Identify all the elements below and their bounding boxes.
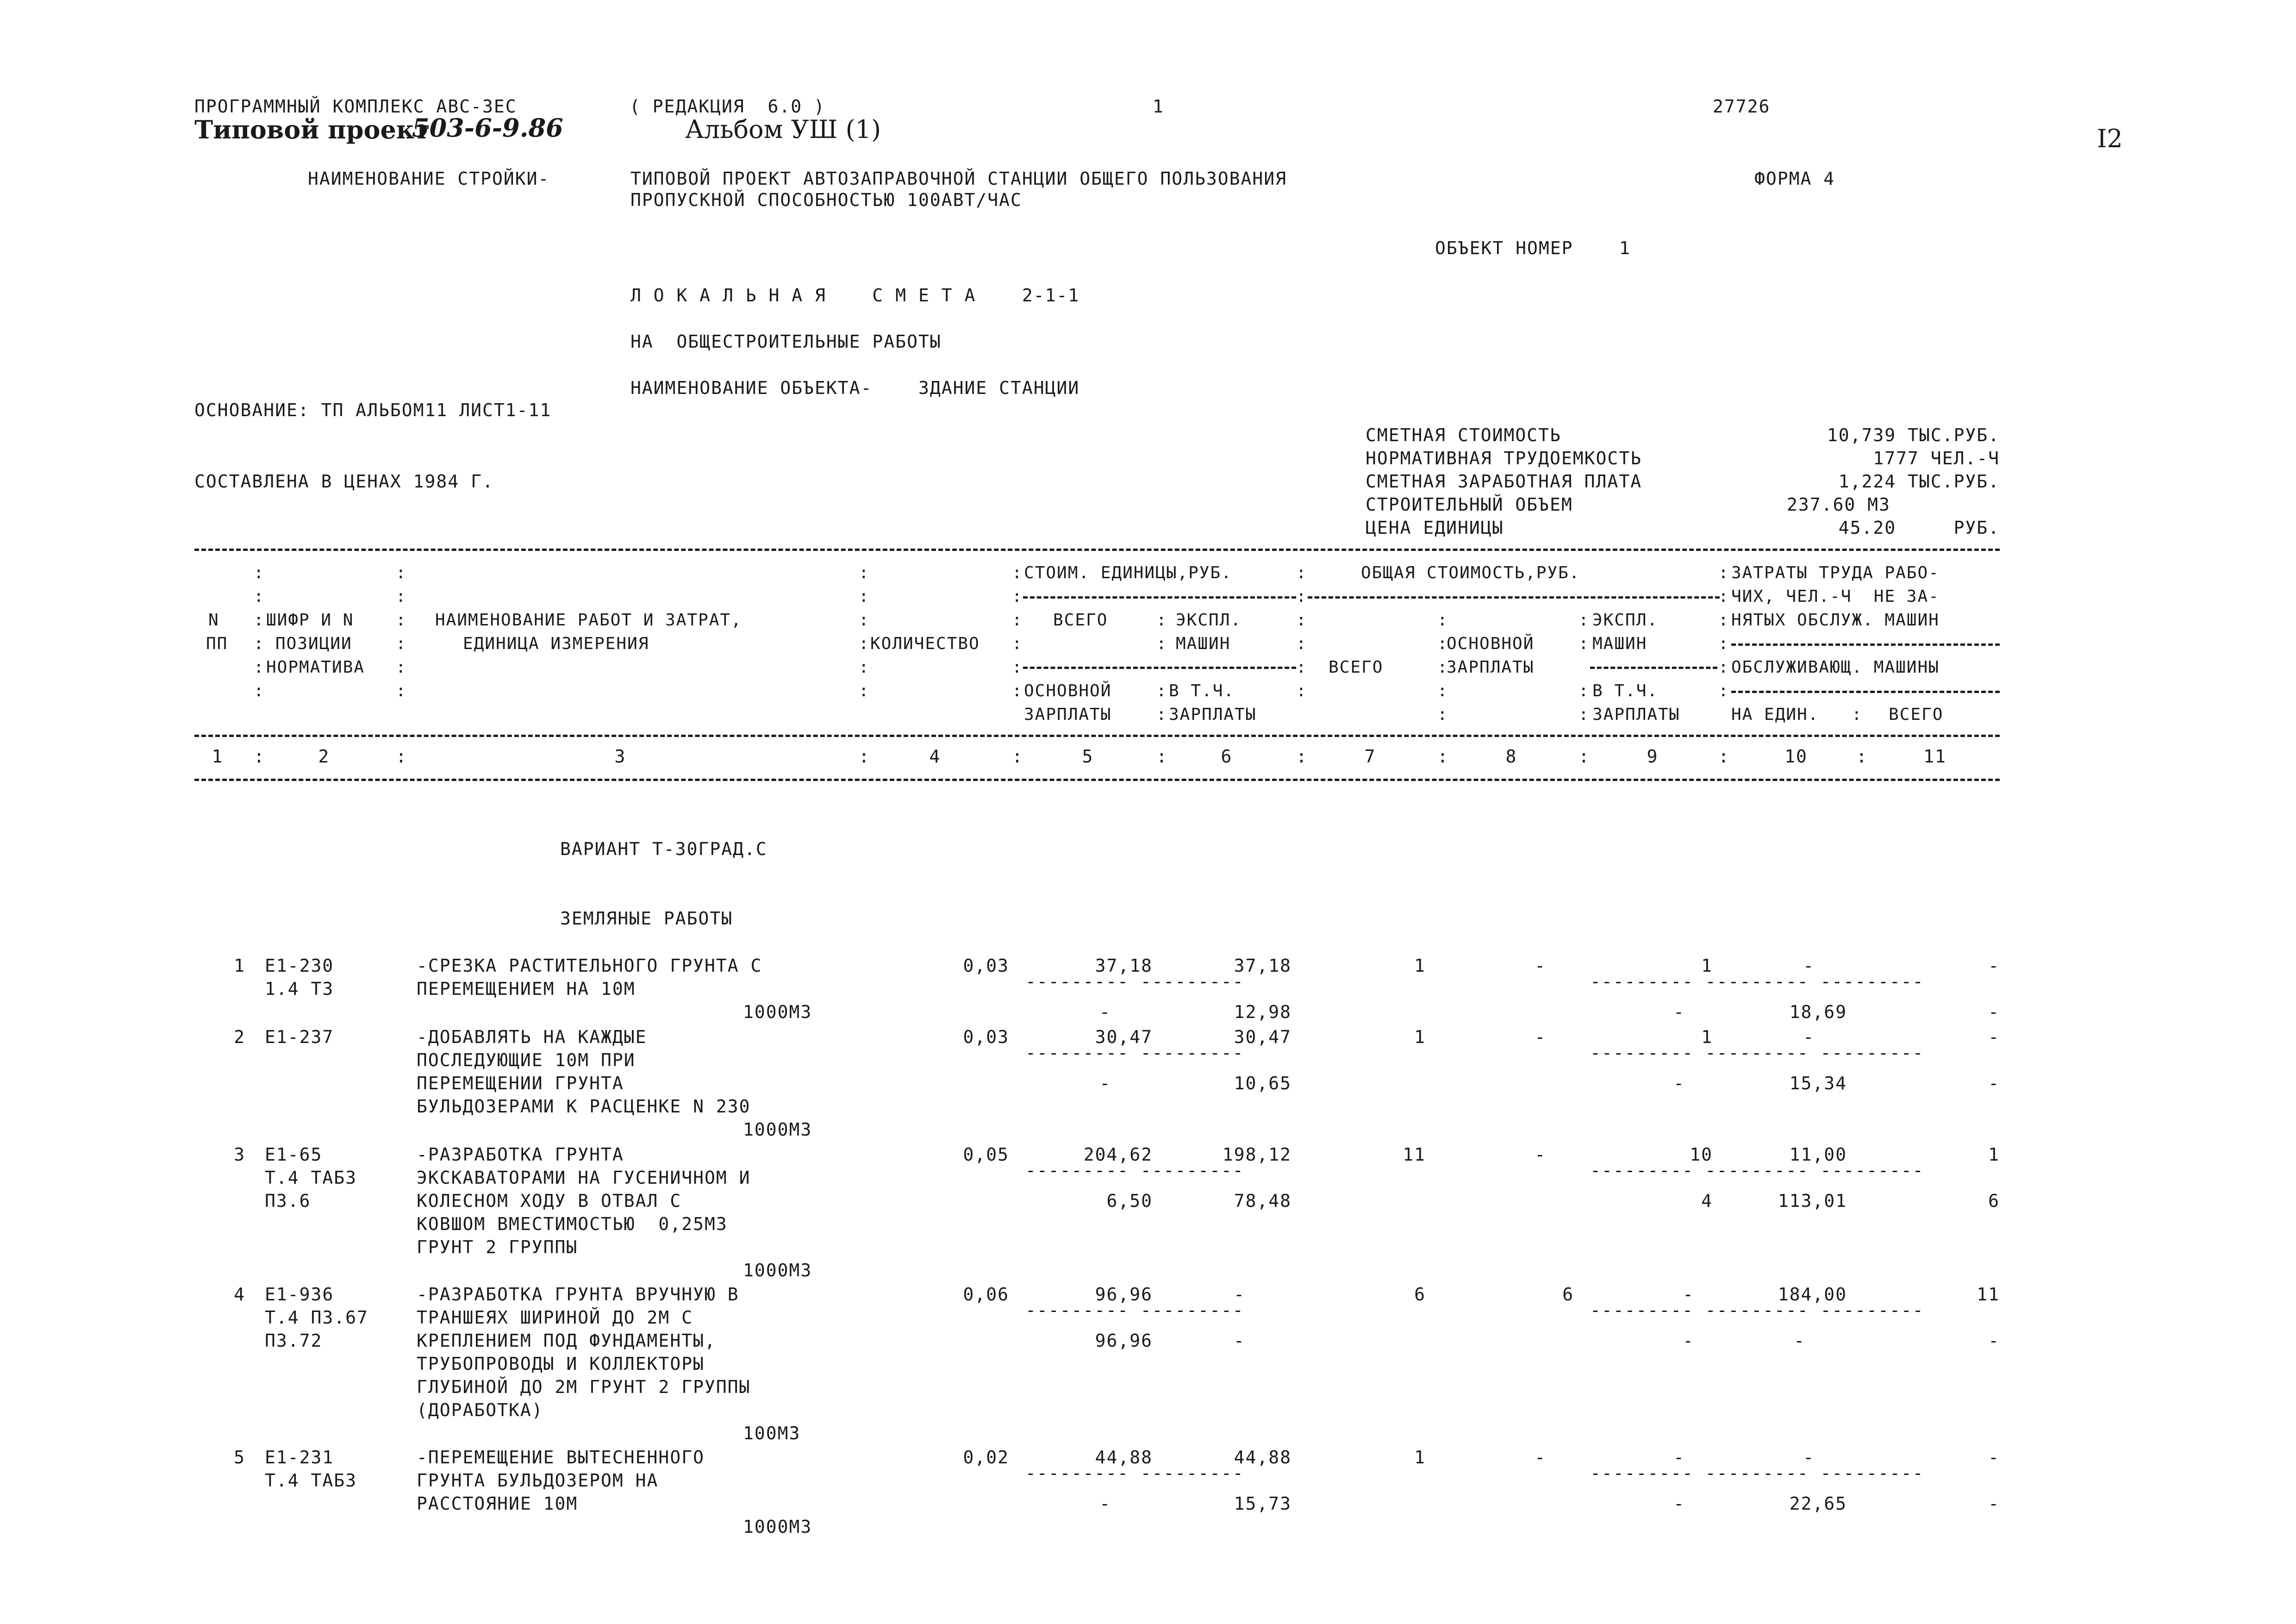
form-label: ФОРМА 4 — [1754, 169, 1835, 189]
col5-header: ВСЕГО — [1053, 611, 1108, 630]
column-number-separators: : — [1156, 746, 1168, 767]
row-subline: --------- --------- — [1025, 971, 1244, 992]
row-code: Т.4 ТАБ3 — [265, 1470, 357, 1491]
row-name: -СРЕЗКА РАСТИТЕЛЬНОГО ГРУНТА С — [417, 956, 762, 976]
row-unit-wages: 96,96 — [1095, 1330, 1153, 1351]
col9-sub-header: В Т.Ч. — [1592, 681, 1659, 700]
row-total-wages: - — [1535, 1144, 1546, 1165]
row-name: ТРАНШЕЯХ ШИРИНОЙ ДО 2М С — [417, 1307, 693, 1328]
labor-service-header: ОБСЛУЖИВАЮЩ. МАШИНЫ — [1731, 658, 1940, 677]
row-quantity: 0,05 — [963, 1144, 1009, 1165]
sheet-number: I2 — [2097, 124, 2123, 153]
header-rule — [1308, 596, 1720, 599]
row-number: 4 — [234, 1284, 245, 1305]
header-separators: : : : : : — [1437, 611, 1448, 724]
row-unit-machines: 44,88 — [1234, 1447, 1292, 1468]
row-unit-machine-wages: 12,98 — [1234, 1002, 1292, 1022]
row-subline: --------- --------- — [1025, 1463, 1244, 1483]
row-labor-unit: 11,00 — [1789, 1144, 1847, 1165]
row-service-total: - — [1988, 1073, 2000, 1093]
row-unit-wages: - — [1099, 1073, 1111, 1093]
column-number: 4 — [929, 746, 941, 767]
row-unit: 1000М3 — [743, 1260, 812, 1280]
summary-value: 1,224 ТЫС.РУБ. — [1838, 471, 2000, 492]
col-n-header: N — [208, 611, 219, 630]
row-name: БУЛЬДОЗЕРАМИ К РАСЦЕНКЕ N 230 — [417, 1096, 751, 1117]
row-code: Е1-237 — [265, 1027, 334, 1047]
col-n-header: ПП — [206, 634, 228, 653]
variant-title: ВАРИАНТ Т-30ГРАД.С — [560, 839, 767, 859]
row-code: Т.4 П3.67 — [265, 1307, 368, 1328]
summary-label: СТРОИТЕЛЬНЫЙ ОБЪЕМ — [1366, 494, 1573, 515]
labor-header: ЧИХ, ЧЕЛ.-Ч НЕ ЗА- — [1731, 587, 1940, 606]
col11-header: ВСЕГО — [1889, 705, 1944, 724]
row-name: -РАЗРАБОТКА ГРУНТА — [417, 1144, 624, 1165]
row-unit-machine-wages: 10,65 — [1234, 1073, 1292, 1093]
row-unit-total: 96,96 — [1095, 1284, 1153, 1305]
row-number: 3 — [234, 1144, 245, 1165]
row-labor-unit: 184,00 — [1778, 1284, 1847, 1305]
row-total-machines: 1 — [1701, 956, 1713, 976]
row-subline: --------- --------- --------- — [1590, 971, 1924, 992]
row-subline: --------- --------- --------- — [1590, 1160, 1924, 1181]
row-total: 1 — [1414, 1027, 1426, 1047]
col-code-header: НОРМАТИВА — [266, 658, 365, 677]
row-total: 1 — [1414, 1447, 1426, 1468]
row-subline: --------- --------- — [1025, 1300, 1244, 1320]
row-service-total: - — [1988, 1002, 2000, 1022]
row-labor-unit: - — [1803, 1027, 1815, 1047]
column-number: 7 — [1364, 746, 1376, 767]
row-code: Е1-230 — [265, 956, 334, 976]
row-name: ГРУНТА БУЛЬДОЗЕРОМ НА — [417, 1470, 659, 1491]
row-total: 6 — [1414, 1284, 1426, 1305]
header-separators: : : — [1156, 611, 1167, 653]
row-total-wages: - — [1535, 956, 1546, 976]
page-number: 1 — [1153, 96, 1164, 117]
summary-label: СМЕТНАЯ ЗАРАБОТНАЯ ПЛАТА — [1366, 471, 1642, 492]
column-number: 2 — [318, 746, 330, 767]
row-unit-machine-wages: 15,73 — [1234, 1493, 1292, 1514]
row-labor-total: - — [1988, 1027, 2000, 1047]
row-name: -ПЕРЕМЕЩЕНИЕ ВЫТЕСНЕННОГО — [417, 1447, 705, 1468]
col9-header: ЭКСПЛ. — [1592, 611, 1659, 630]
row-unit: 1000М3 — [743, 1002, 812, 1022]
row-name: ЭКСКАВАТОРАМИ НА ГУСЕНИЧНОМ И — [417, 1168, 751, 1188]
col-quantity-header: КОЛИЧЕСТВО — [870, 634, 980, 653]
header-rule — [1590, 667, 1717, 669]
row-unit-machines: - — [1234, 1284, 1245, 1305]
col-code-header: ШИФР И N — [266, 611, 354, 630]
col6-header: ЭКСПЛ. — [1176, 611, 1242, 630]
row-labor-total: 1 — [1988, 1144, 2000, 1165]
row-total-machine-wages: 4 — [1701, 1191, 1713, 1211]
row-name: КРЕПЛЕНИЕМ ПОД ФУНДАМЕНТЫ, — [417, 1330, 716, 1351]
col9-sub-header: ЗАРПЛАТЫ — [1592, 705, 1680, 724]
document-number: 27726 — [1713, 96, 1771, 117]
row-labor-unit: - — [1803, 956, 1815, 976]
estimate-title: Л О К А Л Ь Н А Я С М Е Т А 2-1-1 — [630, 285, 1080, 306]
col8-header: ОСНОВНОЙ — [1447, 634, 1535, 653]
column-number-separators: : — [1437, 746, 1449, 767]
column-number: 8 — [1505, 746, 1517, 767]
row-quantity: 0,06 — [963, 1284, 1009, 1305]
construction-name-line2: ПРОПУСКНОЙ СПОСОБНОСТЬЮ 100АВТ/ЧАС — [630, 190, 1022, 210]
row-total-machine-wages: - — [1673, 1073, 1685, 1093]
row-quantity: 0,02 — [963, 1447, 1009, 1468]
construction-label: НАИМЕНОВАНИЕ СТРОЙКИ- — [308, 169, 550, 189]
row-code: Е1-65 — [265, 1144, 323, 1165]
row-unit-total: 37,18 — [1095, 956, 1153, 976]
column-number: 3 — [614, 746, 626, 767]
row-service-unit: 18,69 — [1789, 1002, 1847, 1022]
column-number-separators: : — [1578, 746, 1590, 767]
summary-value: 1777 ЧЕЛ.-Ч — [1873, 448, 2000, 468]
row-name: КОЛЕСНОМ ХОДУ В ОТВАЛ С — [417, 1191, 682, 1211]
header-separators: : : : : : : — [1718, 563, 1729, 700]
header-rule — [1731, 691, 2000, 693]
header-rule-top — [194, 549, 2000, 551]
row-code: Е1-231 — [265, 1447, 334, 1468]
row-unit: 100М3 — [743, 1423, 801, 1443]
row-service-unit: 22,65 — [1789, 1493, 1847, 1514]
row-service-unit: 113,01 — [1778, 1191, 1847, 1211]
row-service-unit: - — [1794, 1330, 1805, 1351]
column-number: 5 — [1082, 746, 1094, 767]
column-number-separators: : — [1296, 746, 1308, 767]
row-name: ПЕРЕМЕЩЕНИИ ГРУНТА — [417, 1073, 624, 1093]
labor-header: ЗАТРАТЫ ТРУДА РАБО- — [1731, 563, 1940, 582]
row-unit-machines: 30,47 — [1234, 1027, 1292, 1047]
row-service-total: - — [1988, 1330, 2000, 1351]
row-unit-wages: - — [1099, 1493, 1111, 1514]
summary-value: 237.60 М3 — [1787, 494, 1890, 515]
row-name: ТРУБОПРОВОДЫ И КОЛЛЕКТОРЫ — [417, 1354, 705, 1374]
header-separators: : : : : : : — [859, 563, 870, 700]
header-separators: : : : : : : — [396, 563, 407, 700]
header-rule — [1731, 643, 2000, 646]
row-name: РАССТОЯНИЕ 10М — [417, 1493, 578, 1514]
row-number: 1 — [234, 956, 245, 976]
row-subline: --------- --------- — [1025, 1043, 1244, 1063]
column-number-separators: : — [254, 746, 265, 767]
price-basis: СОСТАВЛЕНА В ЦЕНАХ 1984 Г. — [194, 471, 494, 492]
row-total-machine-wages: - — [1683, 1330, 1694, 1351]
row-total-machines: 10 — [1690, 1144, 1713, 1165]
header-separators: : : — [1578, 681, 1590, 724]
row-labor-total: 11 — [1977, 1284, 2000, 1305]
labor-header: НЯТЫХ ОБСЛУЖ. МАШИН — [1731, 611, 1940, 630]
col6-header: МАШИН — [1176, 634, 1231, 653]
construction-name-line1: ТИПОВОЙ ПРОЕКТ АВТОЗАПРАВОЧНОЙ СТАНЦИИ ОБЩЕГО ПОЛЬЗОВАНИЯ — [630, 169, 1287, 189]
row-unit-wages: - — [1099, 1002, 1111, 1022]
object-number: ОБЪЕКТ НОМЕР 1 — [1435, 238, 1631, 258]
col-name-header: ЕДИНИЦА ИЗМЕРЕНИЯ — [463, 634, 649, 653]
section-title: ЗЕМЛЯНЫЕ РАБОТЫ — [560, 908, 733, 929]
col5-sub-header: ЗАРПЛАТЫ — [1024, 705, 1112, 724]
row-name: ПЕРЕМЕЩЕНИЕМ НА 10М — [417, 979, 636, 999]
row-unit-machines: 198,12 — [1222, 1144, 1292, 1165]
column-number-separators: : — [1856, 746, 1868, 767]
row-name: КОВШОМ ВМЕСТИМОСТЬЮ 0,25М3 — [417, 1214, 728, 1234]
total-cost-header: ОБЩАЯ СТОИМОСТЬ,РУБ. — [1361, 563, 1580, 582]
row-total: 11 — [1403, 1144, 1426, 1165]
summary-label: СМЕТНАЯ СТОИМОСТЬ — [1366, 425, 1561, 445]
estimate-subject: НА ОБЩЕСТРОИТЕЛЬНЫЕ РАБОТЫ — [630, 331, 942, 352]
row-name: -ДОБАВЛЯТЬ НА КАЖДЫЕ — [417, 1027, 647, 1047]
header-rule-bottom — [194, 779, 2000, 781]
row-name: ГЛУБИНОЙ ДО 2М ГРУНТ 2 ГРУППЫ — [417, 1377, 751, 1397]
summary-value: 10,739 ТЫС.РУБ. — [1827, 425, 2000, 445]
header-separators: : — [1852, 705, 1863, 724]
row-service-total: 6 — [1988, 1191, 2000, 1211]
col7-header: ВСЕГО — [1329, 658, 1384, 677]
album-label: Альбом УШ (1) — [685, 115, 881, 144]
row-total-machines: - — [1683, 1284, 1694, 1305]
column-number-separators: : — [859, 746, 870, 767]
col6-sub-header: В Т.Ч. — [1169, 681, 1235, 700]
row-unit: 1000М3 — [743, 1517, 812, 1537]
object-name: НАИМЕНОВАНИЕ ОБЪЕКТА- ЗДАНИЕ СТАНЦИИ — [630, 378, 1080, 398]
col6-sub-header: ЗАРПЛАТЫ — [1169, 705, 1257, 724]
col-name-header: НАИМЕНОВАНИЕ РАБОТ И ЗАТРАТ, — [435, 611, 742, 630]
column-number: 1 — [212, 746, 224, 767]
col8-header: ЗАРПЛАТЫ — [1447, 658, 1535, 677]
row-name: -РАЗРАБОТКА ГРУНТА ВРУЧНУЮ В — [417, 1284, 739, 1305]
row-service-total: - — [1988, 1493, 2000, 1514]
row-code: П3.72 — [265, 1330, 323, 1351]
project-number: 503-6-9.86 — [412, 113, 563, 143]
basis: ОСНОВАНИЕ: ТП АЛЬБОМ11 ЛИСТ1-11 — [194, 400, 552, 420]
program-name: ПРОГРАММНЫЙ КОМПЛЕКС АВС-3ЕС — [194, 96, 517, 117]
row-name: ГРУНТ 2 ГРУППЫ — [417, 1237, 578, 1257]
project-label: Типовой проект — [194, 115, 430, 144]
row-service-unit: 15,34 — [1789, 1073, 1847, 1093]
unit-cost-header: СТОИМ. ЕДИНИЦЫ,РУБ. — [1024, 563, 1232, 582]
header-separators: : : : : : : — [1296, 563, 1307, 700]
header-separators: : : — [1578, 611, 1590, 653]
row-code: Е1-936 — [265, 1284, 334, 1305]
row-quantity: 0,03 — [963, 956, 1009, 976]
column-number: 11 — [1923, 746, 1947, 767]
row-total: 1 — [1414, 956, 1426, 976]
header-separators: : : : : : : — [254, 563, 265, 700]
column-number: 6 — [1221, 746, 1233, 767]
col10-header: НА ЕДИН. — [1731, 705, 1819, 724]
row-labor-unit: - — [1803, 1447, 1815, 1468]
row-quantity: 0,03 — [963, 1027, 1009, 1047]
row-code: Т.4 ТАБ3 — [265, 1168, 357, 1188]
row-number: 2 — [234, 1027, 245, 1047]
col-code-header: ПОЗИЦИИ — [275, 634, 352, 653]
row-total-machines: - — [1673, 1447, 1685, 1468]
row-unit-machine-wages: - — [1234, 1330, 1245, 1351]
row-code: 1.4 Т3 — [265, 979, 334, 999]
summary-label: ЦЕНА ЕДИНИЦЫ — [1366, 518, 1504, 538]
row-code: П3.6 — [265, 1191, 311, 1211]
row-total-wages: 6 — [1562, 1284, 1574, 1305]
row-subline: --------- --------- --------- — [1590, 1043, 1924, 1063]
row-name: (ДОРАБОТКА) — [417, 1400, 543, 1420]
row-unit-total: 30,47 — [1095, 1027, 1153, 1047]
row-unit-machines: 37,18 — [1234, 956, 1292, 976]
header-separators: : : : : : : — [1012, 563, 1023, 700]
row-labor-total: - — [1988, 956, 2000, 976]
summary-value: 45.20 РУБ. — [1838, 518, 2000, 538]
row-total-machines: 1 — [1701, 1027, 1713, 1047]
column-number-separators: : — [396, 746, 407, 767]
row-number: 5 — [234, 1447, 245, 1468]
row-subline: --------- --------- --------- — [1590, 1300, 1924, 1320]
row-subline: --------- --------- — [1025, 1160, 1244, 1181]
column-number-separators: : — [1718, 746, 1730, 767]
row-total-machine-wages: - — [1673, 1002, 1685, 1022]
header-separators: : : — [1156, 681, 1167, 724]
edition: ( РЕДАКЦИЯ 6.0 ) — [630, 96, 825, 117]
row-total-wages: - — [1535, 1027, 1546, 1047]
row-unit: 1000М3 — [743, 1119, 812, 1140]
col5-sub-header: ОСНОВНОЙ — [1024, 681, 1112, 700]
row-name: ПОСЛЕДУЮЩИЕ 10М ПРИ — [417, 1050, 636, 1070]
header-rule — [1023, 596, 1296, 599]
header-rule-middle — [194, 735, 2000, 737]
summary-label: НОРМАТИВНАЯ ТРУДОЕМКОСТЬ — [1366, 448, 1642, 468]
row-unit-total: 204,62 — [1083, 1144, 1153, 1165]
row-labor-total: - — [1988, 1447, 2000, 1468]
header-rule — [1023, 667, 1296, 669]
col9-header: МАШИН — [1592, 634, 1647, 653]
row-subline: --------- --------- --------- — [1590, 1463, 1924, 1483]
row-total-wages: - — [1535, 1447, 1546, 1468]
row-unit-wages: 6,50 — [1106, 1191, 1153, 1211]
row-unit-total: 44,88 — [1095, 1447, 1153, 1468]
column-number: 9 — [1647, 746, 1659, 767]
column-number-separators: : — [1012, 746, 1023, 767]
column-number: 10 — [1784, 746, 1808, 767]
row-total-machine-wages: - — [1673, 1493, 1685, 1514]
row-unit-machine-wages: 78,48 — [1234, 1191, 1292, 1211]
